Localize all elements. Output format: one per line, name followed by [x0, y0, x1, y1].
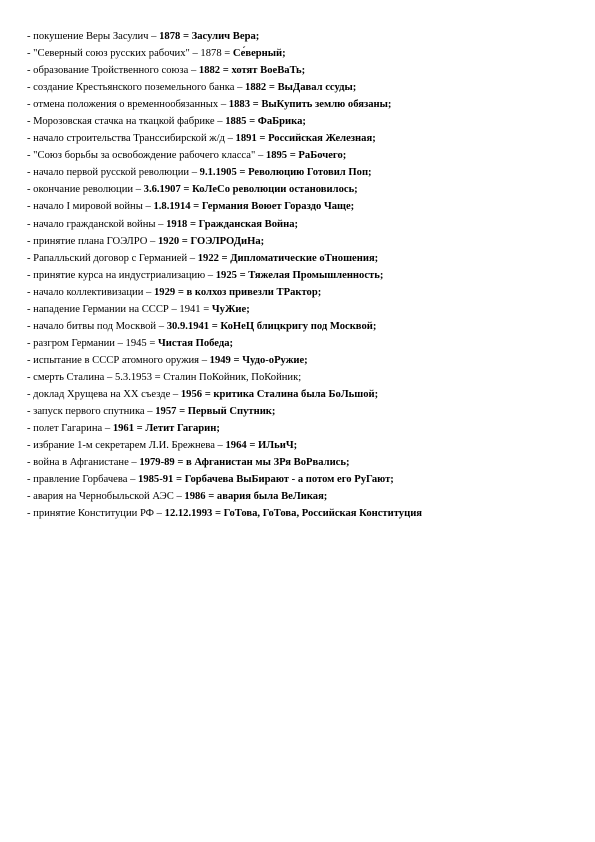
list-item: [27, 301, 587, 318]
mnemonic-phrase: Се́верный;: [232, 48, 286, 60]
list-item: [27, 62, 587, 79]
mnemonic-list: [27, 28, 587, 522]
event-text: - полет Гагарина –: [27, 423, 113, 435]
event-text: - покушение Веры Засулич –: [27, 31, 160, 42]
event-date: 1922: [197, 252, 219, 264]
event-text: - запуск первого спутника –: [27, 406, 156, 418]
list-item: [27, 454, 587, 471]
mnemonic-phrase: критика Сталина была БоЛьшой;: [213, 388, 379, 400]
list-item: [27, 488, 587, 505]
event-text: - принятие Конституции РФ –: [27, 508, 165, 520]
event-date: 9.1.1905: [199, 167, 237, 179]
mnemonic-phrase: Тяжелая Промышленность;: [248, 269, 384, 281]
list-item: [27, 233, 587, 250]
equals-separator: =: [249, 99, 262, 111]
list-item: [27, 369, 587, 386]
event-date: 1985-91: [138, 474, 174, 486]
list-item: [27, 386, 587, 403]
mnemonic-phrase: ВыДавал ссуды;: [277, 82, 357, 94]
event-text: - война в Афганистане –: [27, 457, 140, 469]
event-text: - правление Горбачева –: [27, 474, 139, 486]
mnemonic-phrase: ИЛьиЧ;: [258, 440, 298, 452]
event-text: - "Северный союз русских рабочих" – 1878 =: [27, 48, 233, 60]
mnemonic-phrase: ГоТова, ГоТова, Российская Конституция: [223, 508, 423, 520]
mnemonic-phrase: Засулич Вера;: [191, 31, 260, 42]
event-date: 1949: [209, 354, 231, 366]
equals-separator: =: [134, 423, 146, 435]
event-date: 1986: [184, 491, 206, 503]
mnemonic-phrase: ВыКупить землю обязаны;: [261, 99, 392, 111]
list-item: [27, 96, 587, 113]
event-text: - отмена положения о временнообязанных –: [27, 99, 229, 111]
event-date: 1.8.1914: [153, 201, 191, 213]
mnemonic-phrase: Летит Гагарин;: [145, 423, 220, 435]
event-text: - испытание в СССР атомного оружия –: [27, 354, 210, 366]
event-date: 1964: [225, 440, 247, 452]
event-date: 1979-89: [139, 457, 175, 469]
event-date: 1961: [112, 423, 134, 435]
equals-separator: =: [212, 508, 224, 520]
event-text: - нападение Германии на СССР – 1941 =: [27, 303, 212, 315]
event-date: 1882: [245, 82, 267, 94]
mnemonic-phrase: в Афганистан мы ЗРя ВоРвались;: [186, 457, 350, 469]
event-text: - начало коллективизации –: [27, 286, 154, 298]
equals-separator: =: [246, 116, 258, 128]
event-date: 1956: [180, 388, 203, 400]
list-item: [27, 267, 587, 284]
list-item: [27, 79, 587, 96]
mnemonic-phrase: КоЛеСо революции остановилось;: [192, 184, 358, 196]
list-item: [27, 403, 587, 420]
equals-separator: =: [187, 218, 199, 230]
list-item: [27, 130, 587, 147]
event-date: 1895: [265, 150, 288, 162]
event-date: 1925: [215, 269, 237, 281]
event-text: - начало I мировой войны –: [27, 201, 154, 213]
list-item: [27, 505, 587, 522]
list-item: [27, 198, 587, 215]
event-date: 1929: [154, 286, 176, 298]
equals-separator: =: [220, 65, 232, 77]
event-date: 30.9.1941: [166, 320, 210, 332]
equals-separator: =: [236, 269, 249, 281]
list-item: [27, 28, 587, 45]
equals-separator: =: [173, 474, 185, 486]
list-item: [27, 471, 587, 488]
mnemonic-phrase: РаБочего;: [298, 150, 347, 162]
mnemonic-phrase: Первый Спутник;: [187, 406, 276, 418]
event-text: - принятие плана ГОЭЛРО –: [27, 235, 158, 247]
equals-separator: =: [180, 184, 193, 196]
equals-separator: =: [190, 201, 202, 213]
event-text: - избрание 1-м секретарем Л.И. Брежнева –: [27, 440, 226, 452]
event-date: 1920: [157, 235, 180, 247]
equals-separator: =: [209, 320, 221, 332]
list-item: [27, 164, 587, 181]
event-text: - смерть Сталина – 5.3.1953 = Сталин ПоКойник, ПоКойник;: [27, 371, 302, 383]
equals-separator: =: [246, 440, 259, 452]
equals-separator: =: [180, 31, 192, 42]
equals-separator: =: [176, 406, 188, 418]
equals-separator: =: [205, 491, 217, 503]
mnemonic-phrase: ЧуЖие;: [211, 303, 250, 315]
event-date: 12.12.1993: [164, 508, 213, 520]
list-item: [27, 420, 587, 437]
mnemonic-phrase: Российская Железная;: [268, 133, 376, 145]
equals-separator: =: [230, 354, 243, 366]
mnemonic-phrase: Революцию Готовил Поп;: [248, 167, 372, 179]
equals-separator: =: [175, 286, 187, 298]
event-date: 1883: [228, 99, 250, 111]
mnemonic-phrase: ГОЭЛРОДиНа;: [190, 235, 265, 247]
list-item: [27, 113, 587, 130]
mnemonic-phrase: Горбачева ВыБирают - а потом его РуГают;: [184, 474, 394, 486]
event-text: - принятие курса на индустриализацию –: [27, 269, 216, 281]
list-item: [27, 147, 587, 164]
mnemonic-phrase: Дипломатические оТношения;: [230, 252, 379, 264]
mnemonic-phrase: Чудо-оРужие;: [242, 354, 308, 366]
equals-separator: =: [287, 150, 299, 162]
mnemonic-phrase: хотят ВоеВаТь;: [231, 65, 306, 77]
list-item: [27, 335, 587, 352]
event-text: - окончание революции –: [27, 184, 144, 196]
equals-separator: =: [236, 167, 249, 179]
event-text: - начало битвы под Москвой –: [27, 320, 167, 332]
event-text: - разгром Германии – 1945 =: [27, 337, 158, 349]
event-date: 1882: [198, 65, 221, 77]
list-item: [27, 45, 587, 62]
mnemonic-phrase: в колхоз привезли ТРактор;: [186, 286, 322, 298]
event-date: 1891: [235, 133, 257, 145]
mnemonic-phrase: ФаБрика;: [257, 116, 306, 128]
event-text: - авария на Чернобыльской АЭС –: [27, 491, 185, 503]
equals-separator: =: [256, 133, 269, 145]
list-item: [27, 352, 587, 369]
equals-separator: =: [218, 252, 231, 264]
event-text: - создание Крестьянского поземельного банка –: [27, 82, 246, 94]
event-text: - начало первой русской революции –: [27, 167, 200, 179]
event-text: - начало гражданской войны –: [27, 218, 167, 230]
event-text: - "Союз борьбы за освобождение рабочего класса" –: [27, 150, 266, 162]
equals-separator: =: [266, 82, 278, 94]
list-item: [27, 181, 587, 198]
event-date: 3.6.1907: [143, 184, 181, 196]
event-date: 1918: [166, 218, 188, 230]
mnemonic-phrase: авария была ВеЛикая;: [216, 491, 328, 503]
event-date: 1957: [155, 406, 177, 418]
event-text: - начало строительства Транссибирской ж/д –: [27, 133, 236, 145]
event-text: - Морозовская стачка на ткацкой фабрике –: [27, 116, 226, 128]
mnemonic-phrase: КоНеЦ блицкригу под Москвой;: [220, 320, 377, 332]
list-item: [27, 250, 587, 267]
mnemonic-phrase: Гражданская Война;: [198, 218, 299, 230]
equals-separator: =: [174, 457, 187, 469]
event-text: - Рапалльский договор с Германией –: [27, 252, 198, 264]
list-item: [27, 216, 587, 233]
equals-separator: =: [202, 388, 214, 400]
list-item: [27, 437, 587, 454]
mnemonic-phrase: Германия Воюет Гораздо Чаще;: [201, 201, 355, 213]
mnemonic-phrase: Чистая Победа;: [158, 337, 234, 349]
equals-separator: =: [179, 235, 191, 247]
list-item: [27, 284, 587, 301]
event-date: 1885: [225, 116, 247, 128]
event-date: 1878: [159, 31, 181, 42]
event-text: - доклад Хрущева на XX съезде –: [27, 388, 181, 400]
list-item: [27, 318, 587, 335]
event-text: - образование Тройственного союза –: [27, 65, 199, 77]
